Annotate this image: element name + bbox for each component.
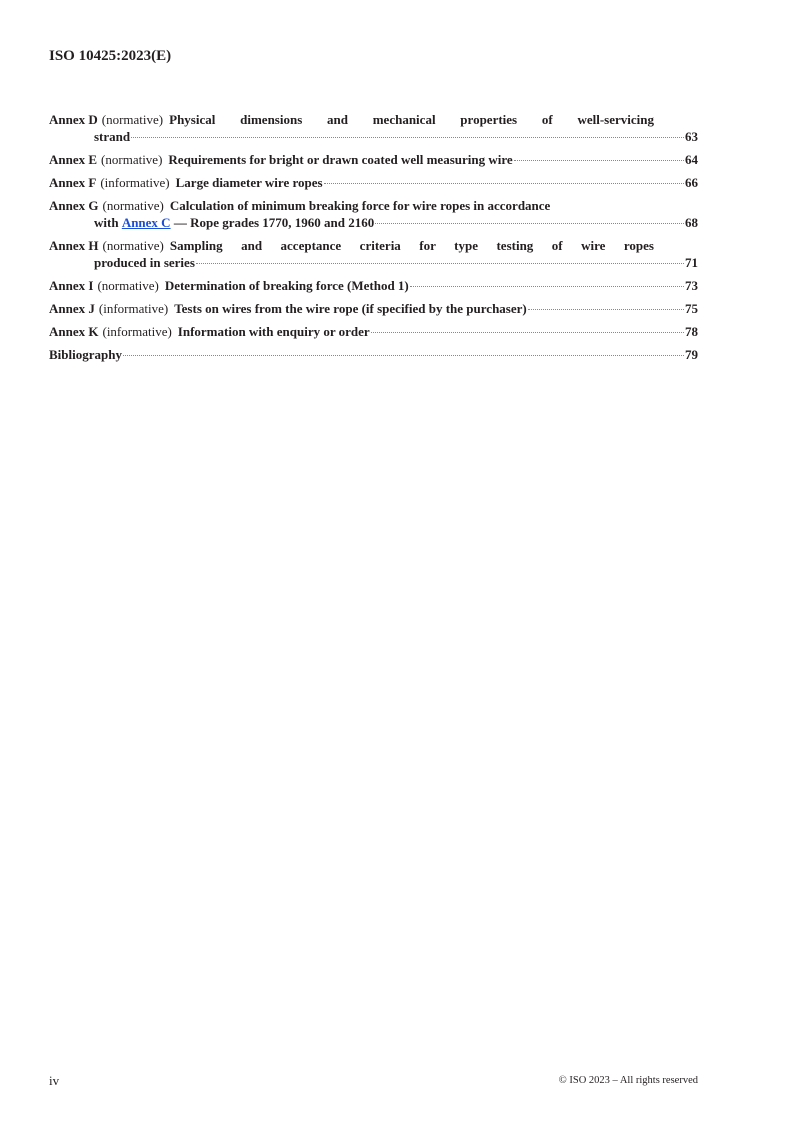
toc-page: 73	[685, 278, 698, 293]
leader-dots	[123, 355, 684, 356]
toc-entry-annex-g[interactable]	[49, 197, 698, 231]
leader-dots	[514, 160, 684, 161]
leader-dots	[324, 183, 684, 184]
toc-label: Annex G	[49, 198, 99, 213]
toc-label: Bibliography	[49, 347, 122, 362]
toc-type: (normative)	[102, 238, 164, 253]
toc-type: (normative)	[101, 112, 164, 127]
toc-type: (normative)	[97, 278, 159, 293]
toc-entry-annex-f[interactable]	[49, 174, 698, 191]
toc-title: Information with enquiry or order	[177, 324, 370, 339]
toc-entry-annex-d[interactable]	[49, 111, 698, 145]
page-number: iv	[49, 1073, 60, 1088]
toc-title: Determination of breaking force (Method 1)	[164, 278, 409, 293]
document-header: ISO 10425:2023(E)	[49, 48, 172, 64]
toc-page: 75	[685, 301, 698, 316]
leader-dots	[131, 137, 684, 138]
toc-page: 66	[685, 175, 698, 190]
toc-type: (normative)	[101, 152, 163, 167]
leader-dots	[375, 223, 684, 224]
toc-title-cont: produced in series	[94, 255, 195, 270]
toc-label: Annex H	[49, 238, 99, 253]
leader-dots	[196, 263, 684, 264]
leader-dots	[410, 286, 684, 287]
toc-entry-bibliography[interactable]	[49, 346, 698, 363]
toc-title: Physical dimensions and mechanical properties of well-servicing	[169, 112, 654, 127]
toc-type: (informative)	[100, 175, 170, 190]
toc-title: Requirements for bright or drawn coated well measuring wire	[168, 152, 513, 167]
toc-page: 71	[685, 255, 698, 270]
toc-page: 68	[685, 215, 698, 230]
toc-label: Annex D	[49, 112, 98, 127]
toc-label: Annex E	[49, 152, 98, 167]
toc-title: Large diameter wire ropes	[175, 175, 323, 190]
toc-title: Calculation of minimum breaking force for wire ropes in accordance	[169, 198, 551, 213]
toc-entry-annex-j[interactable]	[49, 300, 698, 317]
toc-entry-annex-k[interactable]	[49, 323, 698, 340]
toc-type: (informative)	[98, 301, 169, 316]
toc-page: 78	[685, 324, 698, 339]
toc-title-cont: — Rope grades 1770, 1960 and 2160	[173, 215, 375, 230]
toc-page: 79	[685, 347, 698, 362]
toc-page: 63	[685, 129, 698, 144]
toc-label: Annex I	[49, 278, 94, 293]
toc-title: Sampling and acceptance criteria for type testing of wire ropes	[169, 238, 654, 253]
toc-label: Annex F	[49, 175, 97, 190]
toc-page: 64	[685, 152, 698, 167]
toc-label: Annex K	[49, 324, 99, 339]
toc-type: (informative)	[102, 324, 172, 339]
toc-title-cont: strand	[94, 129, 131, 144]
toc-type: (normative)	[102, 198, 164, 213]
toc-label: Annex J	[49, 301, 95, 316]
toc-entry-annex-e[interactable]	[49, 151, 698, 168]
toc-title: Tests on wires from the wire rope (if specified by the purchaser)	[174, 301, 527, 316]
leader-dots	[528, 309, 684, 310]
toc-title-cont: with	[94, 215, 119, 230]
annex-c-link[interactable]: Annex C	[121, 215, 171, 230]
leader-dots	[371, 332, 684, 333]
toc-entry-annex-h[interactable]	[49, 237, 698, 271]
toc-entry-annex-i[interactable]	[49, 277, 698, 294]
copyright-notice: © ISO 2023 – All rights reserved	[558, 1075, 698, 1086]
table-of-contents	[49, 111, 698, 369]
